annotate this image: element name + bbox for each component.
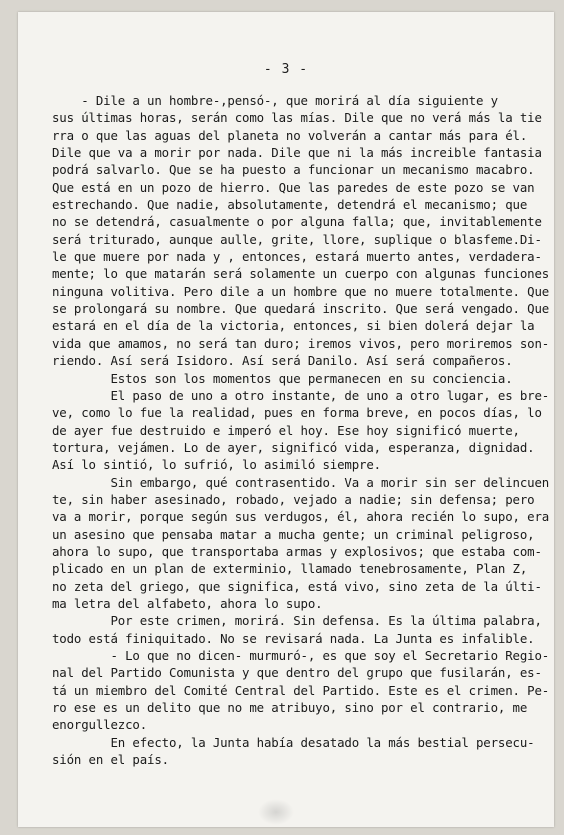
text-line: Sin embargo, qué contrasentido. Va a morir sin ser delincuen — [52, 474, 550, 490]
text-line: ro ese es un delito que no me atribuyo, sino por el contrario, me — [52, 700, 528, 716]
text-line: Así lo sintió, lo sufrió, lo asimiló siempre. — [52, 457, 381, 473]
text-line: nal del Partido Comunista y que dentro del grupo que fusilarán, es- — [52, 665, 542, 681]
text-line: sión en el país. — [52, 752, 169, 768]
text-line: de ayer fue destruido e imperó el hoy. Ese hoy significó muerte, — [52, 422, 520, 438]
text-line: sus últimas horas, serán como las mías. Dile que no verá más la tie — [52, 110, 542, 126]
text-line: no zeta del griego, que significa, está vivo, sino zeta de la últi- — [52, 578, 542, 594]
text-line: El paso de uno a otro instante, de uno a otro lugar, es bre- — [52, 387, 550, 403]
body-text — [52, 92, 550, 768]
page-number: - 3 - — [263, 62, 309, 77]
text-line: le que muere por nada y , entonces, estará muerto antes, verdadera- — [52, 249, 542, 265]
text-line: ninguna volitiva. Pero dile a un hombre que no muere totalmente. Que — [52, 283, 550, 299]
text-line: ve, como lo fue la realidad, pues en forma breve, en pocos días, lo — [52, 405, 542, 421]
text-line: tá un miembro del Comité Central del Partido. Este es el crimen. Pe- — [52, 682, 550, 698]
text-line: vida que amamos, no será tan duro; iremos vivos, pero moriremos son- — [52, 335, 550, 351]
text-line: va a morir, porque según sus verdugos, él, ahora recién lo supo, era — [52, 509, 550, 525]
text-line: un asesino que pensaba matar a mucha gente; un criminal peligroso, — [52, 526, 535, 542]
text-line: no se detendrá, casualmente o por alguna falla; que, invitablemente — [52, 214, 542, 230]
text-line: ahora lo supo, que transportaba armas y explosivos; que estaba com- — [52, 543, 542, 559]
text-line: Por este crimen, morirá. Sin defensa. Es la última palabra, — [52, 613, 542, 629]
text-line: tortura, vejámen. Lo de ayer, significó vida, esperanza, dignidad. — [52, 439, 535, 455]
text-line: En efecto, la Junta había desatado la más bestial persecu- — [52, 734, 535, 750]
text-line: te, sin haber asesinado, robado, vejado a nadie; sin defensa; pero — [52, 491, 535, 507]
text-line: - Lo que no dicen- murmuró-, es que soy el Secretario Regio- — [52, 648, 550, 663]
text-line: será triturado, aunque aulle, grite, llore, suplique o blasfeme.Di- — [52, 231, 542, 247]
text-line: se prolongará su nombre. Que quedará inscrito. Que será vengado. Que — [52, 301, 550, 317]
text-line: Estos son los momentos que permanecen en su conciencia. — [52, 370, 513, 386]
text-line: estrechando. Que nadie, absolutamente, detendrá el mecanismo; que — [52, 197, 528, 213]
text-line: ma letra del alfabeto, ahora lo supo. — [52, 595, 323, 611]
text-line: plicado en un plan de exterminio, llamado tenebrosamente, Plan Z, — [52, 561, 528, 577]
text-line: rra o que las aguas del planeta no volverán a cantar más para él. — [52, 127, 528, 143]
text-line: Dile que va a morir por nada. Dile que ni la más increible fantasia — [52, 145, 542, 161]
text-line: mente; lo que matarán será solamente un cuerpo con algunas funciones — [52, 266, 550, 282]
typewritten-page — [18, 12, 554, 827]
text-line: podrá salvarlo. Que se ha puesto a funcionar un mecanismo macabro. — [52, 162, 535, 178]
text-line: Que está en un pozo de hierro. Que las paredes de este pozo se van — [52, 179, 535, 195]
text-line: riendo. Así será Isidoro. Así será Danilo. Así será compañeros. — [52, 353, 513, 369]
text-line: enorgullezco. — [52, 717, 148, 733]
text-line: todo está finiquitado. No se revisará nada. La Junta es infalible. — [52, 630, 535, 646]
ink-smudge — [258, 799, 294, 825]
text-line: - Dile a un hombre-,pensó-, que morirá al día siguiente y — [52, 93, 498, 108]
text-line: estará en el día de la victoria, entonces, si bien dolerá dejar la — [52, 318, 535, 334]
